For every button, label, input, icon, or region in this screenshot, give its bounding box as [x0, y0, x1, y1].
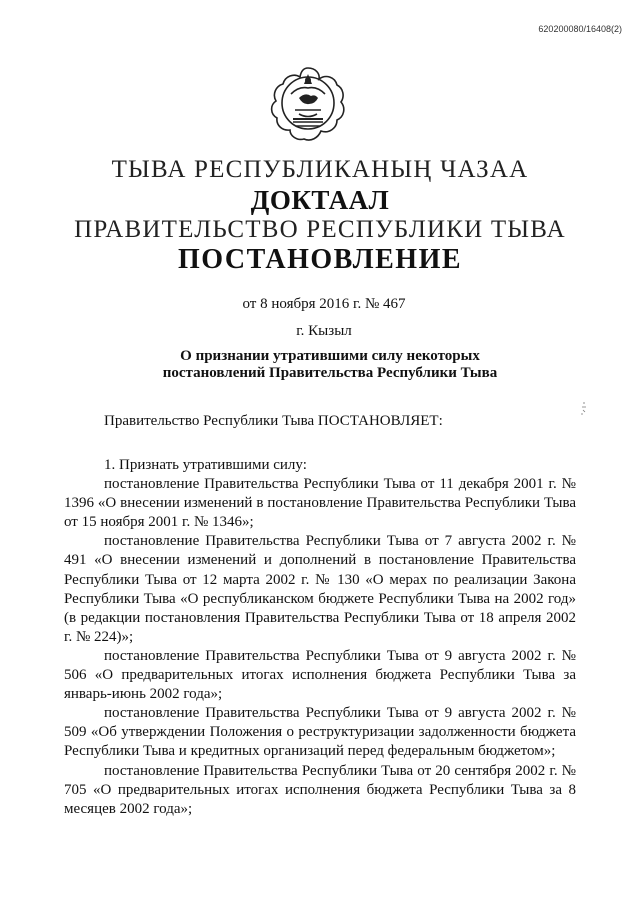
body-paragraph: постановление Правительства Республики Тыва от 20 сентября 2002 г. № 705 «О предварительных итогах исполнения бюджета Республики Тыва за 8 месяцев 2002 года»;	[64, 762, 576, 817]
header-decree-type: ПОСТАНОВЛЕНИЕ	[177, 244, 463, 275]
body-paragraph: постановление Правительства Республики Тыва от 7 августа 2002 г. № 491 «О внесении изменений и дополнений в постановление Правительства Республики Тыва от 12 марта 2002 г. № 130 «О мерах по реализации Закона Республики Тыва «О республиканском бюджете Республики Тыва на 2002 год» (в редакции постановления Правительства Республики Тыва от 18 апреля 2002 г. № 224)»;	[64, 533, 576, 645]
margin-mark-icon	[578, 400, 590, 416]
decree-title-line: О признании утратившими силу некоторых	[180, 348, 480, 364]
document-code: 620200080/16408(2)	[538, 24, 622, 34]
decree-title-line: постановлений Правительства Республики Тыва	[162, 365, 498, 381]
header-russian-government: ПРАВИТЕЛЬСТВО РЕСПУБЛИКИ ТЫВА	[74, 216, 566, 243]
body-paragraph: постановление Правительства Республики Тыва от 9 августа 2002 г. № 509 «Об утверждении Положения о реструктуризации задолженности бюджета Республики Тыва и кредитных организаций перед федеральным бюджетом»;	[64, 705, 576, 760]
header-doktaal: ДОКТААЛ	[250, 185, 390, 215]
body-paragraph: постановление Правительства Республики Тыва от 9 августа 2002 г. № 506 «О предварительных итогах исполнения бюджета Республики Тыва за январь-июнь 2002 года»;	[64, 647, 576, 703]
decree-date-number: от 8 ноября 2016 г. № 467	[242, 296, 406, 312]
header-tyvan-government: ТЫВА РЕСПУБЛИКАНЫҢ ЧАЗАА	[111, 156, 529, 183]
decree-title	[0, 348, 640, 382]
body-paragraph: постановление Правительства Республики Тыва от 11 декабря 2001 г. № 1396 «О внесении изменений в постановление Правительства Республики Тыва от 15 ноября 2001 г. № 1346»;	[64, 476, 576, 531]
tuva-coat-of-arms-icon	[269, 64, 347, 146]
body-paragraph: 1. Признать утратившими силу:	[104, 457, 307, 473]
decree-body	[64, 456, 576, 819]
decree-phrase: Правительство Республики Тыва ПОСТАНОВЛЯЕТ:	[104, 413, 443, 429]
decree-city: г. Кызыл	[296, 323, 352, 339]
